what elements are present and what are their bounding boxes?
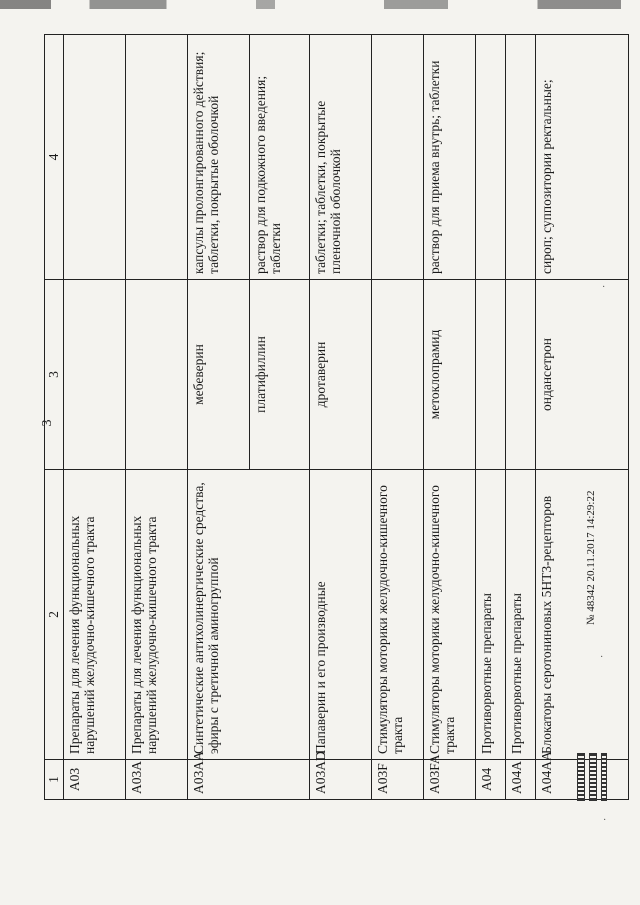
table-row [535, 35, 628, 800]
scan-speck: · [600, 652, 604, 663]
dosage-form [475, 35, 505, 280]
registration-footer: № 48342 20.11.2017 14:29:22 [585, 490, 597, 625]
rotated-table-frame [44, 35, 629, 800]
dosage-form [63, 35, 125, 280]
header-col-3: 3 [45, 280, 64, 470]
table-row [125, 35, 187, 800]
dosage-form: капсулы пролонгированного действия; таблетки, покрытые оболочкой [187, 35, 249, 280]
dosage-form: сироп; суппозитории ректальные; [535, 35, 628, 280]
atc-code: A04 [475, 760, 505, 800]
header-row [45, 35, 64, 800]
barcode-stamp [575, 753, 611, 803]
group-name: Стимуляторы моторики желудочно-кишечного тракта [371, 470, 423, 760]
dosage-form [505, 35, 535, 280]
table-row [187, 35, 249, 800]
table-row [309, 35, 371, 800]
dosage-form: таблетки; таблетки, покрытые пленочной оболочкой [309, 35, 371, 280]
group-name: Препараты для лечения функциональных нарушений желудочно-кишечного тракта [63, 470, 125, 760]
inn-name [125, 280, 187, 470]
inn-name [505, 280, 535, 470]
table-row [63, 35, 125, 800]
inn-name: платифиллин [249, 280, 309, 470]
scan-speck: · [602, 282, 606, 293]
inn-name [475, 280, 505, 470]
table-row [371, 35, 423, 800]
dosage-form: раствор для подкожного введения; таблетки [249, 35, 309, 280]
atc-code: A04AA [535, 760, 628, 800]
table-row [423, 35, 475, 800]
group-name: Противорвотные препараты [505, 470, 535, 760]
header-col-4: 4 [45, 35, 64, 280]
header-col-2: 2 [45, 470, 64, 760]
table-row [505, 35, 535, 800]
group-name: Синтетические антихолинергические средства, эфиры с третичной аминогруппой [187, 470, 309, 760]
dosage-form [371, 35, 423, 280]
atc-code: A03A [125, 760, 187, 800]
dosage-form [125, 35, 187, 280]
atc-code: A03F [371, 760, 423, 800]
atc-code: A03FA [423, 760, 475, 800]
group-name: Папаверин и его производные [309, 470, 371, 760]
group-name: Препараты для лечения функциональных нарушений желудочно-кишечного тракта [125, 470, 187, 760]
scan-speck: · [603, 815, 607, 826]
atc-code: A03 [63, 760, 125, 800]
atc-code: A03AD [309, 760, 371, 800]
atc-code: A04A [505, 760, 535, 800]
scan-artifact [0, 0, 640, 9]
group-name: Блокаторы серотониновых 5HT3-рецепторов [535, 470, 628, 760]
group-name: Противорвотные препараты [475, 470, 505, 760]
drug-table [44, 34, 629, 800]
inn-name: дротаверин [309, 280, 371, 470]
atc-code: A03AA [187, 760, 309, 800]
page-number: 3 [40, 419, 55, 427]
inn-name [63, 280, 125, 470]
inn-name [371, 280, 423, 470]
table-row [475, 35, 505, 800]
header-col-1: 1 [45, 760, 64, 800]
inn-name: ондансетрон [535, 280, 628, 470]
inn-name: метоклопрамид [423, 280, 475, 470]
inn-name: мебеверин [187, 280, 249, 470]
group-name: Стимуляторы моторики желудочно-кишечного тракта [423, 470, 475, 760]
dosage-form: раствор для приема внутрь; таблетки [423, 35, 475, 280]
